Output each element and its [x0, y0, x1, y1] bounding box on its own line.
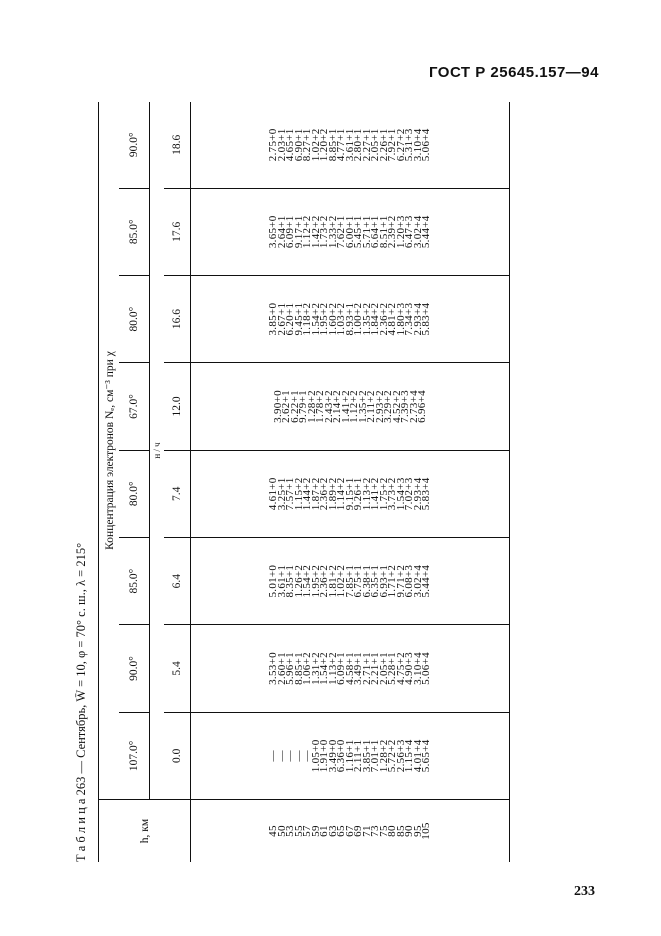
table-cell: 5.71+1 — [360, 215, 373, 249]
table-cell: 2.11+1 — [352, 739, 365, 773]
chi-header: 80.0° — [119, 450, 150, 537]
table-cell: 5.65+4 — [420, 739, 433, 773]
value-column — [191, 188, 510, 275]
table-cell: 1.89+2 — [326, 477, 339, 511]
table-cell: 1.33+2 — [326, 215, 339, 249]
value-column — [191, 625, 510, 712]
table-cell: 1.14+2 — [335, 477, 348, 511]
table-cell: 3.25+1 — [275, 477, 288, 511]
table-cell: 8.51+1 — [377, 215, 390, 249]
table-cell: 1.42+2 — [309, 215, 322, 249]
table-cell: 2.11+2 — [365, 390, 377, 423]
table-cell: 2.36+2 — [377, 302, 390, 336]
table-cell: 2.73+4 — [407, 390, 420, 423]
time-subheader: н / ч — [150, 102, 165, 800]
table-cell: 6.64+1 — [369, 215, 382, 249]
table-cell: 3.90+0 — [271, 390, 284, 423]
time-header: 6.4 — [164, 537, 191, 624]
table-cell: 1.28+2 — [377, 739, 390, 773]
table-cell: 5.44+4 — [420, 215, 433, 249]
table-cell: 4.81+2 — [386, 302, 399, 336]
table-cell: 4.52+2 — [390, 390, 403, 423]
table-cell: — — [284, 750, 297, 762]
table-cell: 1.54+2 — [309, 302, 322, 336]
table-caption: Т а б л и ц а 263 — Сентябрь, W̄ = 10, φ = 70° с. ш., λ = 215° — [74, 542, 88, 862]
value-column — [191, 537, 510, 624]
table-cell: 1.54+2 — [318, 652, 331, 685]
height-values — [191, 800, 510, 863]
table-cell: 3.29+2 — [382, 390, 394, 423]
document-header: ГОСТ Р 25645.157—94 — [428, 64, 599, 81]
table-cell: 9.15+1 — [343, 477, 356, 511]
table-cell: 1.84+2 — [369, 302, 382, 336]
table-cell: 6.09+1 — [335, 652, 348, 685]
table-cell: 6.90+1 — [292, 128, 305, 162]
height-value: 75 — [377, 825, 390, 837]
height-value: 50 — [275, 825, 288, 837]
table-cell: 3.73+2 — [386, 477, 399, 511]
height-value: 95 — [411, 825, 424, 837]
table-cell: 4.01+4 — [411, 739, 424, 773]
table-cell: 1.80+3 — [394, 302, 407, 336]
value-column — [191, 102, 510, 188]
table-cell: 6.09+1 — [284, 215, 297, 249]
table-cell: 9.71+2 — [394, 564, 407, 598]
height-value: 63 — [326, 825, 339, 837]
table-cell: 6.27+2 — [394, 128, 407, 162]
table-cell: 3.02+4 — [411, 564, 424, 598]
table-cell: 7.92+1 — [386, 128, 399, 162]
chi-header: 85.0° — [119, 188, 150, 275]
table-cell: 1.15+4 — [403, 739, 416, 773]
height-value: 65 — [335, 825, 348, 837]
electron-concentration-table — [98, 102, 510, 862]
table-cell: 6.75+1 — [352, 564, 365, 598]
table-cell: 2.93+2 — [373, 390, 386, 423]
table-cell: 6.00+1 — [343, 215, 356, 249]
height-value: 80 — [386, 825, 399, 837]
table-cell: 2.14+2 — [331, 390, 343, 423]
table-cell: 2.75+0 — [267, 128, 280, 162]
table-cell: 9.17+1 — [292, 215, 305, 249]
table-cell: 7.85+1 — [343, 564, 356, 598]
table-cell: 7.01+1 — [369, 739, 382, 773]
table-cell: 3.10+4 — [411, 128, 424, 162]
table-cell: 3.53+0 — [267, 652, 280, 685]
table-cell: 5.28+1 — [386, 652, 399, 685]
table-cell: 1.12+2 — [348, 390, 360, 423]
table-cell: 1.41+2 — [369, 477, 382, 511]
table-cell: 1.91+0 — [318, 739, 331, 773]
table-cell: 1.81+2 — [326, 564, 339, 598]
value-column — [191, 712, 510, 799]
time-header: 16.6 — [164, 275, 191, 362]
table-cell: 1.31+2 — [309, 652, 322, 685]
table-cell: 2.36+2 — [318, 564, 331, 598]
table-cell: 8.85+1 — [292, 652, 305, 685]
height-value: 69 — [352, 825, 365, 837]
table-cell: 2.62+1 — [280, 390, 292, 423]
table-cell: 1.16+1 — [343, 739, 356, 773]
table-cell: — — [301, 750, 314, 762]
table-cell: 1.03+2 — [335, 302, 348, 336]
group-header: Концентрация электронов Nₑ, см⁻³ при χ — [99, 102, 120, 800]
height-value: 85 — [394, 825, 407, 837]
table-cell: 8.27+1 — [301, 128, 314, 162]
chi-header: 90.0° — [119, 625, 150, 712]
table-cell: 1.13+2 — [360, 477, 373, 511]
chi-header: 67.0° — [119, 363, 150, 450]
table-cell: 1.20+3 — [394, 215, 407, 249]
height-value: 90 — [403, 825, 416, 837]
table-cell: 2.26+1 — [377, 128, 390, 162]
table-cell: 1.54+2 — [301, 564, 314, 598]
page-number: 233 — [574, 884, 595, 899]
table-cell: 5.83+4 — [420, 477, 433, 511]
chi-header: 80.0° — [119, 275, 150, 362]
time-header: 17.6 — [164, 188, 191, 275]
table-cell: 1.73+2 — [318, 215, 331, 249]
height-value: 55 — [292, 825, 305, 837]
table-cell: 9.26+1 — [352, 477, 365, 511]
table-cell: 2.39+2 — [386, 215, 399, 249]
table-cell: 6.47+3 — [403, 215, 416, 249]
table-cell: 4.61+0 — [267, 477, 280, 511]
table-cell: 2.64+1 — [275, 215, 288, 249]
table-cell: 1.13+2 — [326, 652, 339, 685]
time-header: 0.0 — [164, 712, 191, 799]
table-cell: 5.44+4 — [420, 564, 433, 598]
table-cell: 1.60+2 — [326, 302, 339, 336]
table-cell: 6.36+0 — [335, 739, 348, 773]
height-value: 45 — [267, 825, 280, 837]
value-column — [191, 450, 510, 537]
table-cell: — — [267, 750, 280, 762]
table-cell: 1.00+2 — [352, 302, 365, 336]
table-cell: 7.39+3 — [399, 390, 411, 423]
table-cell: 1.54+3 — [394, 477, 407, 511]
time-header: 12.0 — [164, 363, 191, 450]
time-header: 5.4 — [164, 625, 191, 712]
table-cell: 8.85+1 — [326, 128, 339, 162]
table-cell: 5.96+1 — [284, 652, 297, 685]
table-cell: 2.56+3 — [394, 739, 407, 773]
table-cell: — — [275, 750, 288, 762]
table-cell: 1.12+2 — [301, 215, 314, 249]
chi-header: 90.0° — [119, 102, 150, 188]
table-cell: 1.05+0 — [309, 739, 322, 773]
table-cell: 4.90+3 — [403, 652, 416, 685]
table-cell: 4.65+1 — [284, 128, 297, 162]
table-cell: 8.35+1 — [284, 564, 297, 598]
table-cell: 1.78+2 — [314, 390, 326, 423]
table-cell: 7.02+3 — [403, 477, 416, 511]
table-cell: 3.85+1 — [360, 739, 373, 773]
table-cell: 7.34+3 — [403, 302, 416, 336]
table-cell: 7.62+1 — [335, 215, 348, 249]
chi-header: 107.0° — [119, 712, 150, 799]
table-cell: 1.06+2 — [301, 652, 314, 685]
table-cell: 6.38+1 — [360, 564, 373, 598]
table-cell: 5.72+2 — [386, 739, 399, 773]
height-value: 53 — [284, 825, 297, 837]
table-cell: 5.31+3 — [403, 128, 416, 162]
value-column — [191, 363, 510, 450]
height-column-header: h, км — [99, 800, 191, 863]
table-cell: 6.96+4 — [416, 390, 428, 423]
table-cell: 1.18+2 — [301, 302, 314, 336]
table-cell: 1.95+2 — [309, 564, 322, 598]
table-cell: 3.85+0 — [267, 302, 280, 336]
table-cell: 2.67+1 — [275, 302, 288, 336]
table-cell: 2.80+1 — [352, 128, 365, 162]
table-cell: 2.05+1 — [369, 128, 382, 162]
time-header: 7.4 — [164, 450, 191, 537]
table-cell: — — [292, 750, 305, 762]
table-cell: 2.03+1 — [275, 128, 288, 162]
table-cell: 1.75+2 — [377, 477, 390, 511]
table-cell: 3.49+1 — [352, 652, 365, 685]
table-cell: 3.02+4 — [411, 215, 424, 249]
table-cell: 2.60+1 — [275, 652, 288, 685]
table-cell: 4.58+1 — [343, 652, 356, 685]
height-value: 57 — [301, 825, 314, 837]
table-cell: 5.06+4 — [420, 652, 433, 685]
height-value: 61 — [318, 825, 331, 837]
table-cell: 1.35+2 — [356, 390, 369, 423]
table-cell: 5.83+4 — [420, 302, 433, 336]
table-cell: 1.28+2 — [305, 390, 318, 423]
table-cell: 1.15+2 — [292, 477, 305, 511]
table-cell: 1.02+2 — [309, 128, 322, 162]
table-cell: 9.79+1 — [297, 390, 309, 423]
table-cell: 2.71+1 — [360, 652, 373, 685]
table-cell: 5.01+0 — [267, 564, 280, 598]
value-column — [191, 275, 510, 362]
table-cell: 5.45+1 — [352, 215, 365, 249]
table-cell: 2.93+4 — [411, 302, 424, 336]
table-cell: 2.05+1 — [377, 652, 390, 685]
table-cell: 4.77+1 — [335, 128, 348, 162]
chi-header: 85.0° — [119, 537, 150, 624]
table-cell: 6.20+1 — [284, 302, 297, 336]
table-cell: 2.93+4 — [411, 477, 424, 511]
time-header: 18.6 — [164, 102, 191, 188]
rotated-table-page — [74, 102, 574, 862]
table-cell: 1.87+2 — [309, 477, 322, 511]
table-cell: 5.06+4 — [420, 128, 433, 162]
table-cell: 9.45+1 — [292, 302, 305, 336]
table-cell: 3.10+4 — [411, 652, 424, 685]
table-cell: 1.44+2 — [301, 477, 314, 511]
table-cell: 1.95+2 — [318, 302, 331, 336]
table-cell: 3.61+1 — [343, 128, 356, 162]
table-cell: 1.41+2 — [339, 390, 352, 423]
table-cell: 4.75+2 — [394, 652, 407, 685]
table-cell: 2.36+2 — [318, 477, 331, 511]
height-value: 73 — [369, 825, 382, 837]
table-cell: 3.65+0 — [267, 215, 280, 249]
table-cell: 1.71+2 — [386, 564, 399, 598]
table-cell: 2.27+1 — [360, 128, 373, 162]
table-cell: 8.93+1 — [343, 302, 356, 336]
table-cell: 1.26+2 — [292, 564, 305, 598]
height-value: 67 — [343, 825, 356, 837]
height-value: 105 — [420, 822, 433, 840]
table-cell: 3.61+1 — [275, 564, 288, 598]
table-cell: 2.43+2 — [322, 390, 335, 423]
table-cell: 6.22+1 — [288, 390, 301, 423]
table-cell: 1.20+2 — [318, 128, 331, 162]
table-cell: 6.08+3 — [403, 564, 416, 598]
table-cell: 6.35+1 — [369, 564, 382, 598]
table-cell: 3.49+0 — [326, 739, 339, 773]
height-value: 71 — [360, 825, 373, 837]
table-cell: 6.93+1 — [377, 564, 390, 598]
height-value: 59 — [309, 825, 322, 837]
table-cell: 7.57+1 — [284, 477, 297, 511]
table-cell: 1.02+2 — [335, 564, 348, 598]
table-cell: 1.35+2 — [360, 302, 373, 336]
table-cell: 2.21+1 — [369, 652, 382, 685]
